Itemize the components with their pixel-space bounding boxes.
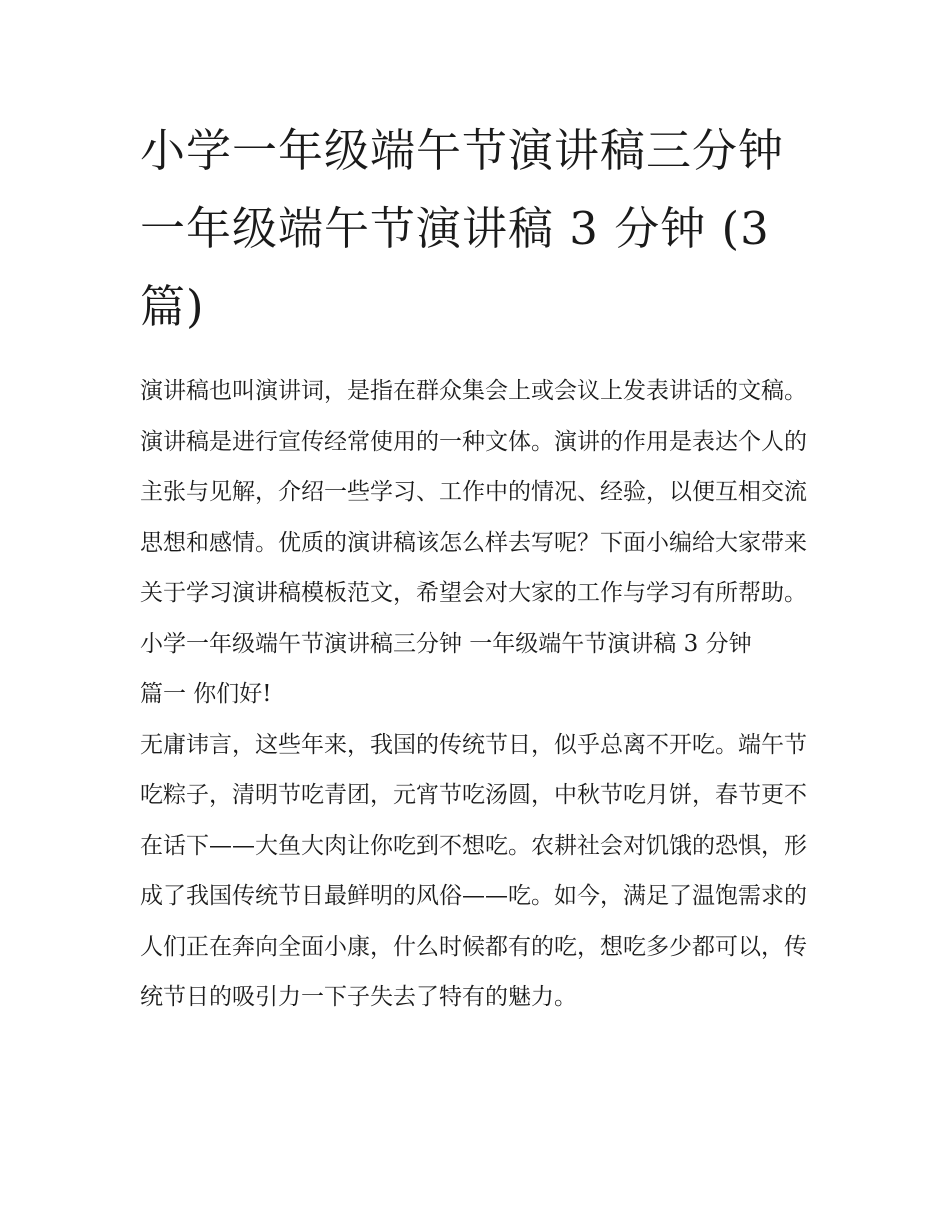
- paragraph-intro: 演讲稿也叫演讲词，是指在群众集会上或会议上发表讲话的文稿。演讲稿是进行宣传经常使用的一种文体。演讲的作用是表达个人的主张与见解，介绍一些学习、工作中的情况、经验，以便互相交流思想和感情。优质的演讲稿该怎么样去写呢？下面小编给大家带来关于学习演讲稿模板范文，希望会对大家的工作与学习有所帮助。: [140, 378, 807, 606]
- document-page: [140, 112, 812, 1023]
- paragraph-main: 无庸讳言，这些年来，我国的传统节日，似乎总离不开吃。端午节吃粽子，清明节吃青团，元宵节吃汤圆，中秋节吃月饼，春节更不在话下——大鱼大肉让你吃到不想吃。农耕社会对饥饿的恐惧，形成了我国传统节日最鲜明的风俗——吃。如今，满足了温饱需求的人们正在奔向全面小康，什么时候都有的吃，想吃多少都可以，传统节日的吸引力一下子失去了特有的魅力。: [140, 731, 807, 1010]
- paragraph-subtitle: 小学一年级端午节演讲稿三分钟 一年级端午节演讲稿 3 分钟: [140, 630, 752, 657]
- document-body: [140, 366, 812, 1023]
- paragraph-greeting: 篇一 你们好!: [140, 681, 272, 707]
- document-title: 小学一年级端午节演讲稿三分钟 一年级端午节演讲稿 3 分钟 (3 篇): [140, 124, 785, 333]
